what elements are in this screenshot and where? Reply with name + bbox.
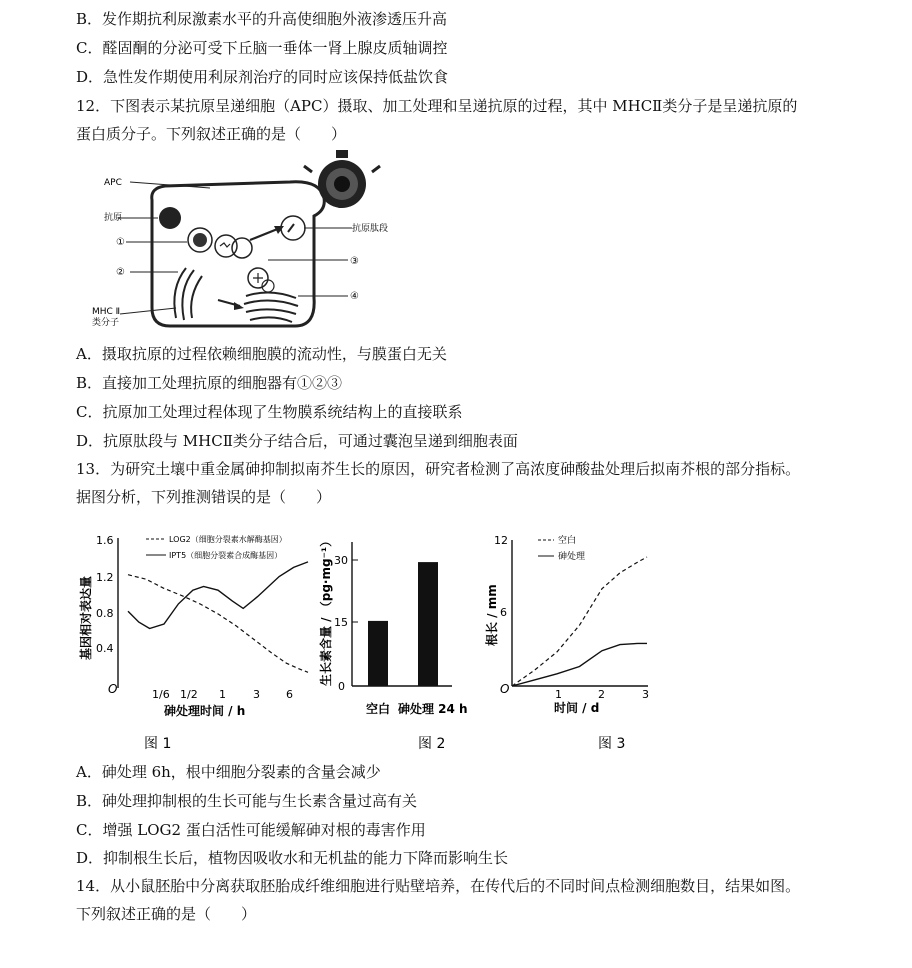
fig3-ytick-12: 12 bbox=[494, 534, 508, 547]
fig1-ytick-3: 0.4 bbox=[96, 642, 114, 655]
fig3-legend-arsenic: 砷处理 bbox=[558, 552, 586, 562]
fig3-xtick-3: 3 bbox=[642, 688, 649, 701]
peptide-label: 抗原肽段 bbox=[352, 224, 389, 234]
antigen-blob bbox=[159, 207, 181, 229]
fig3-xtick-2: 2 bbox=[598, 688, 605, 701]
q11-option-c: C．醛固酮的分泌可受下丘脑一垂体一肾上腺皮质轴调控 bbox=[76, 39, 448, 57]
fig1-xtick-2: 1 bbox=[219, 688, 226, 701]
fig3-legend-blank: 空白 bbox=[558, 536, 577, 546]
figure-1-chart bbox=[78, 534, 308, 718]
label-2: ② bbox=[116, 267, 125, 278]
figure-2-chart bbox=[318, 535, 468, 716]
fig2-xtick-0: 空白 bbox=[366, 702, 391, 716]
q12-option-a: A．摄取抗原的过程依赖细胞膜的流动性，与膜蛋白无关 bbox=[76, 345, 447, 363]
fig3-ylabel: 根长 / mm bbox=[485, 584, 499, 646]
fig1-legend-log2: LOG2（细胞分裂素水解酶基因） bbox=[169, 535, 287, 544]
figure-3-chart bbox=[484, 534, 649, 715]
fig1-xtick-4: 6 bbox=[286, 688, 293, 701]
apc-diagram bbox=[90, 148, 389, 334]
q12-stem-line2: 蛋白质分子。下列叙述正确的是（ ） bbox=[76, 125, 347, 143]
q12-option-c: C．抗原加工处理过程体现了生物膜系统结构上的直接联系 bbox=[76, 403, 463, 421]
q13-option-a: A．砷处理 6h，根中细胞分裂素的含量会减少 bbox=[76, 763, 381, 781]
label-3: ③ bbox=[350, 256, 359, 267]
fig3-caption: 图 3 bbox=[598, 736, 626, 752]
fig3-line-arsenic bbox=[512, 643, 647, 686]
fig2-bar-arsenic bbox=[418, 562, 438, 686]
fig1-xtick-3: 3 bbox=[253, 688, 260, 701]
fig1-origin: O bbox=[108, 682, 118, 696]
fig1-xlabel: 砷处理时间 / h bbox=[164, 704, 246, 718]
fig2-ytick-2: 30 bbox=[334, 554, 348, 567]
fig3-origin: O bbox=[500, 682, 510, 696]
fig1-line-ipt5 bbox=[128, 562, 308, 629]
label-1: ① bbox=[116, 237, 125, 248]
fig2-ylabel: 生长素含量 / （pg·mg⁻¹） bbox=[319, 534, 333, 686]
fig3-xtick-1: 1 bbox=[555, 688, 562, 701]
fig1-ytick-0: 1.6 bbox=[96, 534, 114, 547]
q13-stem-line1: 13．为研究土壤中重金属砷抑制拟南芥生长的原因，研究者检测了高浓度砷酸盐处理后拟南芥根的部分指标。 bbox=[76, 460, 801, 478]
q13-option-d: D．抑制根生长后，植物因吸收水和无机盐的能力下降而影响生长 bbox=[76, 849, 509, 867]
fig1-ytick-2: 0.8 bbox=[96, 607, 114, 620]
fig1-ylabel: 基因相对表达量 bbox=[79, 575, 93, 660]
fig2-ytick-1: 15 bbox=[334, 616, 348, 629]
mhc-label-2: 类分子 bbox=[92, 318, 120, 328]
fig2-ytick-0: 0 bbox=[338, 680, 345, 693]
apc-label: APC bbox=[104, 178, 122, 188]
q12-stem-line1: 12．下图表示某抗原呈递细胞（APC）摄取、加工处理和呈递抗原的过程，其中 MHCⅡ类分子是呈递抗原的 bbox=[76, 97, 798, 115]
q12-option-b: B．直接加工处理抗原的细胞器有①②③ bbox=[76, 374, 343, 392]
label-4: ④ bbox=[350, 291, 359, 302]
fig3-ytick-6: 6 bbox=[500, 606, 507, 619]
fig1-caption: 图 1 bbox=[144, 736, 172, 752]
antigen-label: 抗原 bbox=[104, 213, 123, 223]
fig3-xlabel: 时间 / d bbox=[554, 701, 600, 715]
fig2-xtick-1: 砷处理 24 h bbox=[398, 702, 468, 716]
q14-stem-line1: 14．从小鼠胚胎中分离获取胚胎成纤维细胞进行贴壁培养，在传代后的不同时间点检测细胞数目，结果如图。 bbox=[76, 877, 801, 895]
fig2-caption: 图 2 bbox=[418, 736, 446, 752]
mhc-label-1: MHC Ⅱ bbox=[92, 307, 121, 317]
q14-stem-line2: 下列叙述正确的是（ ） bbox=[76, 905, 257, 923]
q13-option-b: B．砷处理抑制根的生长可能与生长素含量过高有关 bbox=[76, 792, 418, 810]
fig1-xtick-1: 1/2 bbox=[180, 688, 198, 701]
fig1-ytick-1: 1.2 bbox=[96, 571, 114, 584]
q11-option-b: B．发作期抗利尿激素水平的升高使细胞外液渗透压升高 bbox=[76, 10, 448, 28]
q11-option-d: D．急性发作期使用利尿剂治疗的同时应该保持低盐饮食 bbox=[76, 68, 449, 86]
q13-stem-line2: 据图分析，下列推测错误的是（ ） bbox=[76, 488, 332, 506]
q12-option-d: D．抗原肽段与 MHCⅡ类分子结合后，可通过囊泡呈递到细胞表面 bbox=[76, 432, 518, 450]
endoplasmic-reticulum bbox=[174, 268, 202, 320]
fig1-xtick-0: 1/6 bbox=[152, 688, 170, 701]
fig2-bar-blank bbox=[368, 621, 388, 686]
q13-figures bbox=[76, 528, 676, 758]
fig1-legend-ipt5: IPT5（细胞分裂素合成酶基因） bbox=[169, 551, 283, 560]
cell-membrane bbox=[152, 182, 325, 326]
golgi-apparatus bbox=[244, 292, 298, 322]
fig1-line-log2 bbox=[128, 575, 308, 673]
q13-option-c: C．增强 LOG2 蛋白活性可能缓解砷对根的毒害作用 bbox=[76, 821, 426, 839]
